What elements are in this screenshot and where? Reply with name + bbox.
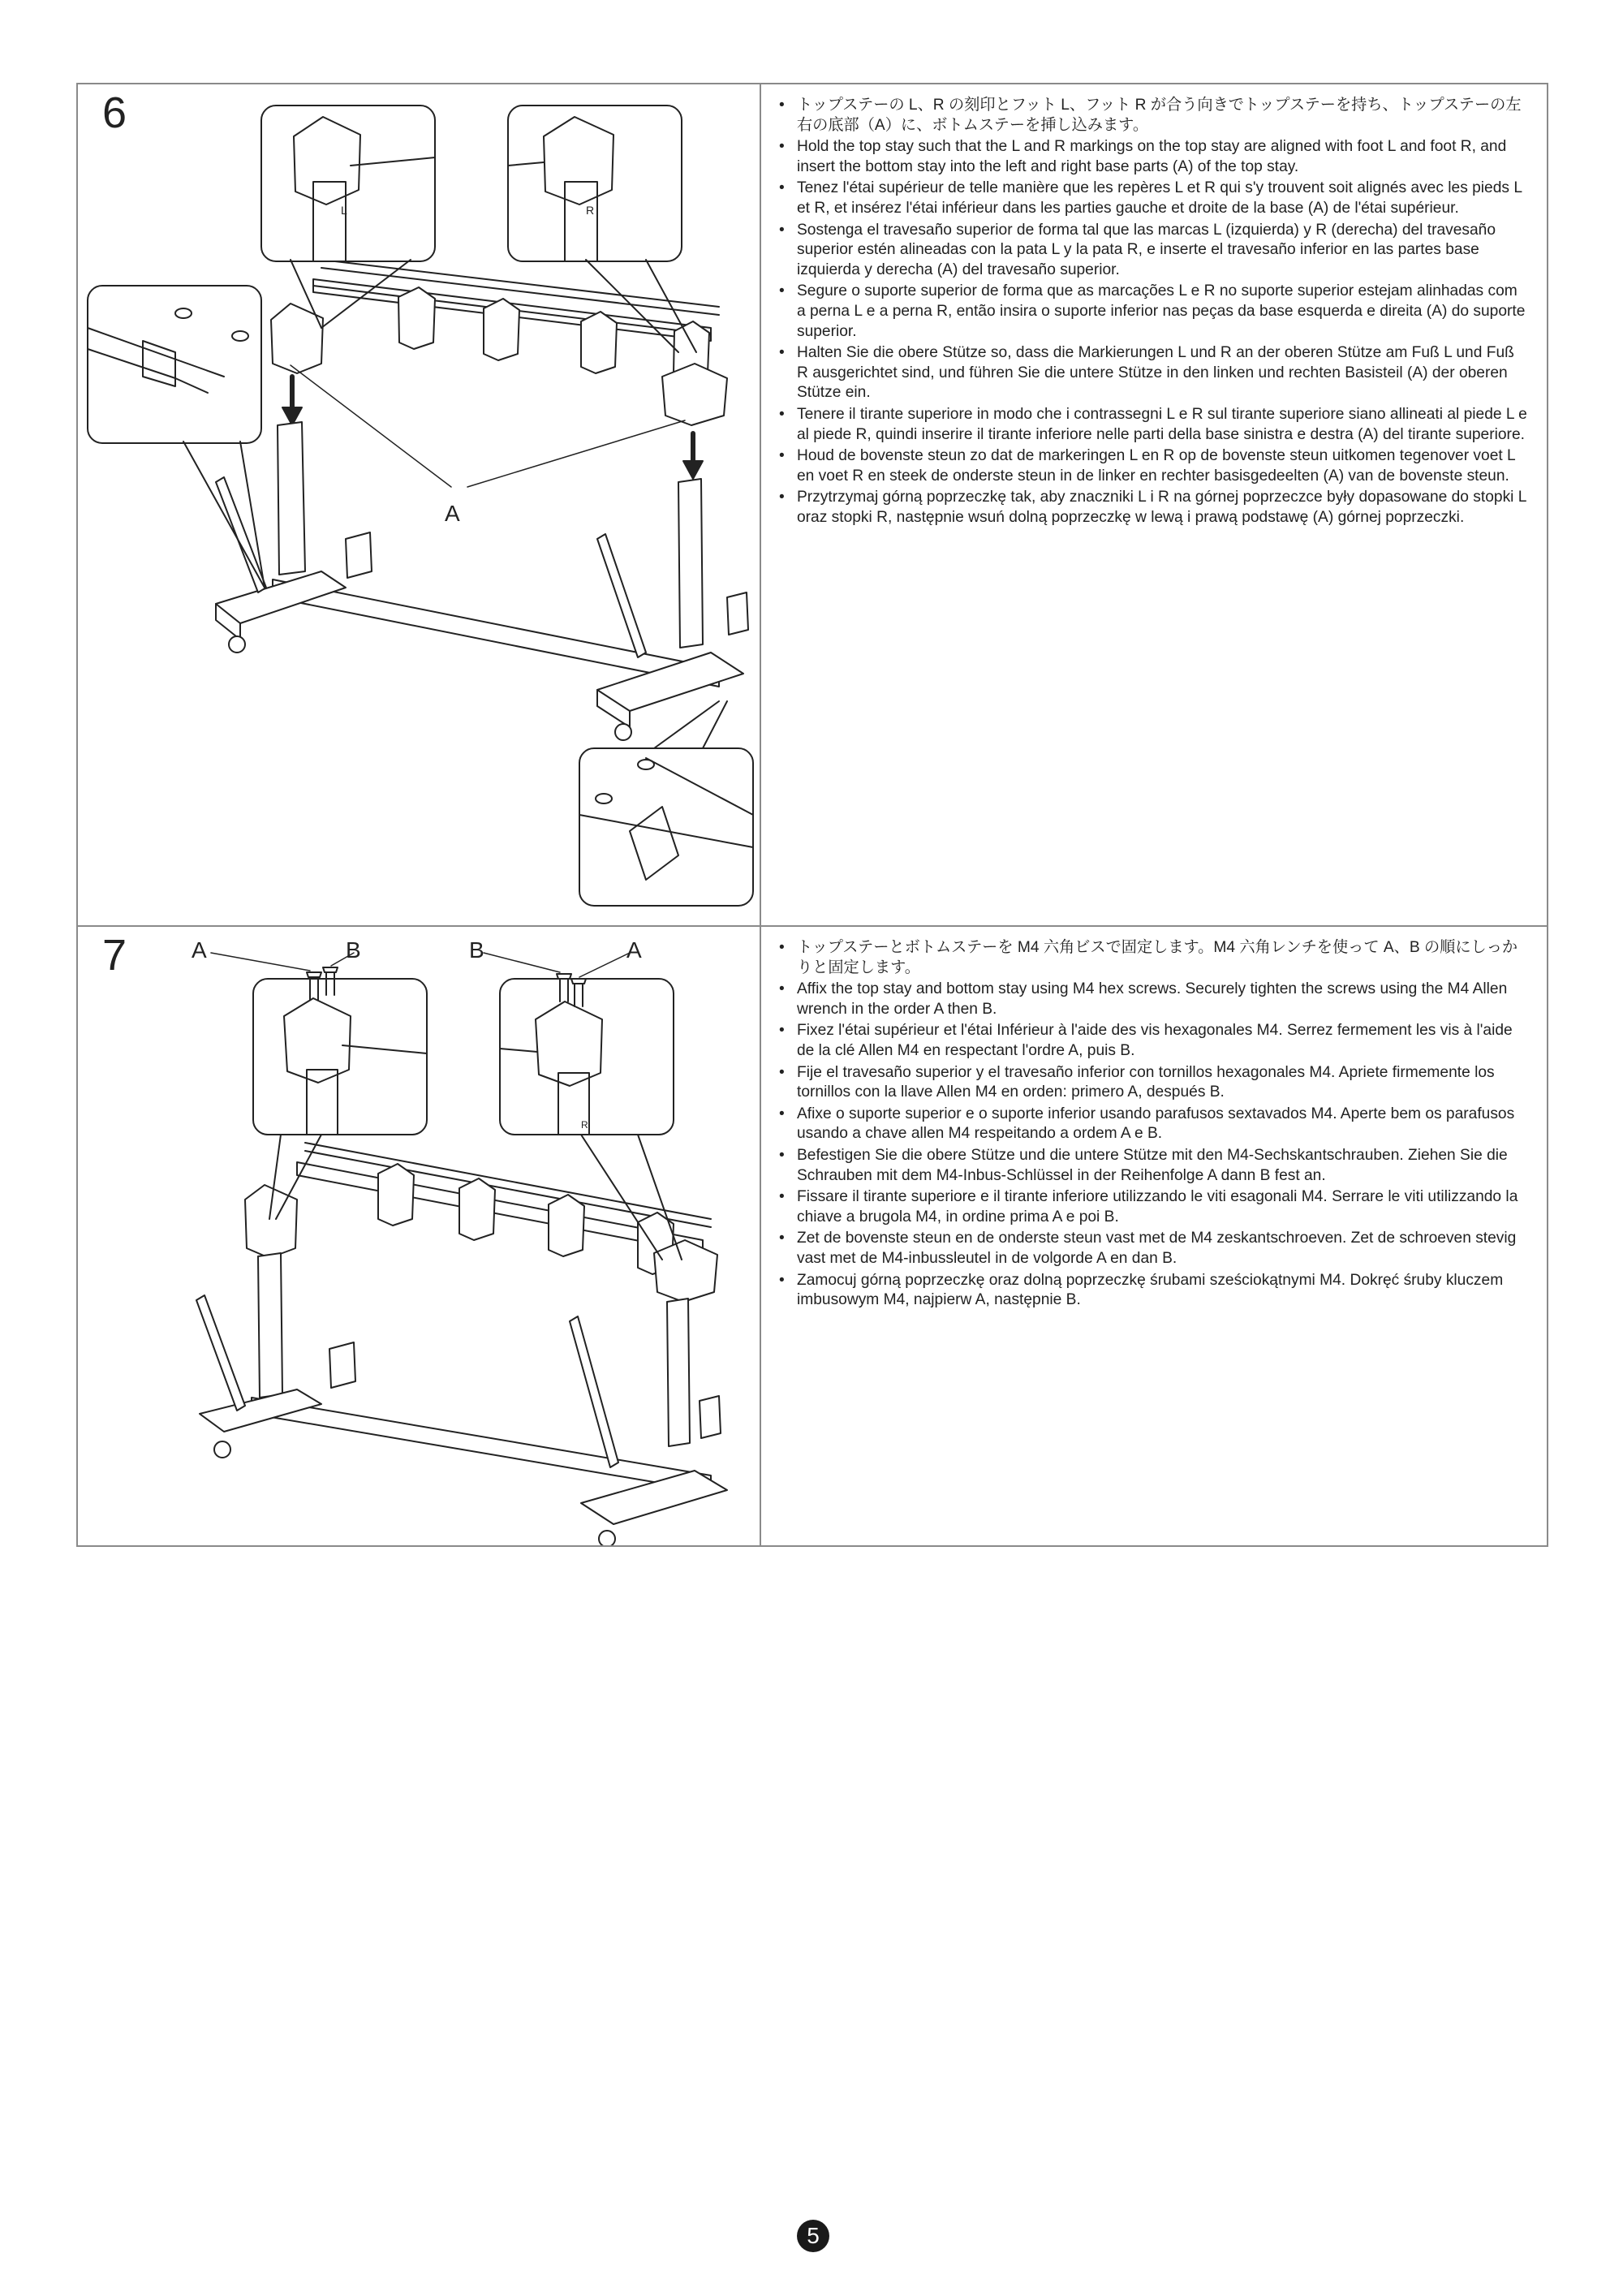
step-7-row (78, 925, 1547, 1545)
step-7-text (761, 927, 1547, 1545)
step-7-illustration (78, 927, 761, 1545)
instruction-list (776, 96, 1529, 528)
instruction-list (776, 938, 1529, 1311)
label-a-right: A (626, 937, 642, 963)
instruction-fr: • Tenez l'étai supérieur de telle manière que les repères L et R qui s'y trouvent soit alignés avec les pieds L et R, et insérez l'étai inférieur dans les parties gauche et droite de la base (A) de l'étai supérieur. (776, 179, 1529, 218)
inset-r-mark: R (581, 1119, 588, 1131)
step-number: 7 (102, 931, 127, 980)
stand-assembly-illustration-6 (78, 84, 760, 925)
instruction-en: • Hold the top stay such that the L and R markings on the top stay are aligned with foot L and foot R, and insert the bottom stay into the left and right base parts (A) of the top stay. (776, 137, 1529, 177)
label-a: A (445, 501, 460, 526)
instruction-es: • Fije el travesaño superior y el travesaño inferior con tornillos hexagonales M4. Apriete firmemente los tornillos con la llave Allen M4 en orden: primero A, después B. (776, 1063, 1529, 1103)
instruction-es: • Sostenga el travesaño superior de forma tal que las marcas L (izquierda) y R (derecha) del travesaño superior estén alineadas con la pata L y la pata R, e inserte el travesaño inferior en las partes base izquierda y derecha (A) del travesaño superior. (776, 221, 1529, 281)
instruction-de: • Halten Sie die obere Stütze so, dass die Markierungen L und R an der oberen Stütze am Fuß L und Fuß R ausgerichtet sind, und führen Sie die untere Stütze in den linken und rechten Basisteil (A) der oberen Stütze ein. (776, 343, 1529, 403)
step-number: 6 (102, 88, 127, 137)
instruction-it: • Fissare il tirante superiore e il tirante inferiore utilizzando le viti esagonali M4. Serrare le viti utilizzando la chiave a brugola M4, in ordine prima A e poi B. (776, 1187, 1529, 1227)
inset-r-mark: R (586, 204, 595, 217)
page-number: 5 (797, 2220, 829, 2252)
instruction-it: • Tenere il tirante superiore in modo che i contrassegni L e R sul tirante superiore siano allineati al piede L e al piede R, quindi inserire il tirante inferiore nelle parti della base sinistra e destra (A) del tirante superiore. (776, 405, 1529, 445)
step-6-illustration (78, 84, 761, 925)
instruction-nl: • Houd de bovenste steun zo dat de markeringen L en R op de bovenste steun uitkomen tegenover voet L en voet R en steek de onderste steun in de linker en rechter basisgedeelten (A) van de bovenste steun. (776, 446, 1529, 486)
step-6-row (78, 84, 1547, 925)
instruction-pt: • Afixe o suporte superior e o suporte inferior usando parafusos sextavados M4. Aperte bem os parafusos usando a chave allen M4 respeitando a ordem A e B. (776, 1105, 1529, 1144)
instruction-nl: • Zet de bovenste steun en de onderste steun vast met de M4 zeskantschroeven. Zet de schroeven stevig vast met de M4-inbussleutel in de volgorde A en dan B. (776, 1229, 1529, 1269)
stand-assembly-illustration-7 (78, 927, 760, 1545)
label-b-left: B (346, 937, 361, 963)
instruction-fr: • Fixez l'étai supérieur et l'étai Inférieur à l'aide des vis hexagonales M4. Serrez fermement les vis à l'aide de la clé Allen M4 en respectant l'ordre A, puis B. (776, 1021, 1529, 1061)
instruction-en: • Affix the top stay and bottom stay using M4 hex screws. Securely tighten the screws using the M4 Allen wrench in the order A then B. (776, 980, 1529, 1019)
instruction-pt: • Segure o suporte superior de forma que as marcações L e R no suporte superior estejam alinhadas com a perna L e a perna R, então insira o suporte inferior nas peças da base esquerda e direita (A) do suporte superior. (776, 282, 1529, 342)
steps-table (76, 83, 1548, 1547)
instruction-pl: • Przytrzymaj górną poprzeczkę tak, aby znaczniki L i R na górnej poprzeczce były dopasowane do stopki L oraz stopki R, następnie wsuń dolną poprzeczkę w lewą i prawą podstawę (A) górnej poprzeczki. (776, 488, 1529, 528)
label-b-right: B (469, 937, 484, 963)
instruction-ja: • トップステーの L、R の刻印とフット L、フット R が合う向きでトップステーを持ち、トップステーの左右の底部（A）に、ボトムステーを挿し込みます。 (776, 96, 1529, 136)
instruction-de: • Befestigen Sie die obere Stütze und die untere Stütze mit den M4-Sechskantschrauben. Ziehen Sie die Schrauben mit dem M4-Inbus-Schlüssel in der Reihenfolge A dann B fest an. (776, 1146, 1529, 1186)
instruction-pl: • Zamocuj górną poprzeczkę oraz dolną poprzeczkę śrubami sześciokątnymi M4. Dokręć śruby kluczem imbusowym M4, najpierw A, następnie B. (776, 1271, 1529, 1311)
step-6-text (761, 84, 1547, 925)
inset-l-mark: L (341, 204, 347, 217)
instruction-ja: • トップステーとボトムステーを M4 六角ビスで固定します。M4 六角レンチを使って A、B の順にしっかりと固定します。 (776, 938, 1529, 978)
label-a-left: A (192, 937, 207, 963)
